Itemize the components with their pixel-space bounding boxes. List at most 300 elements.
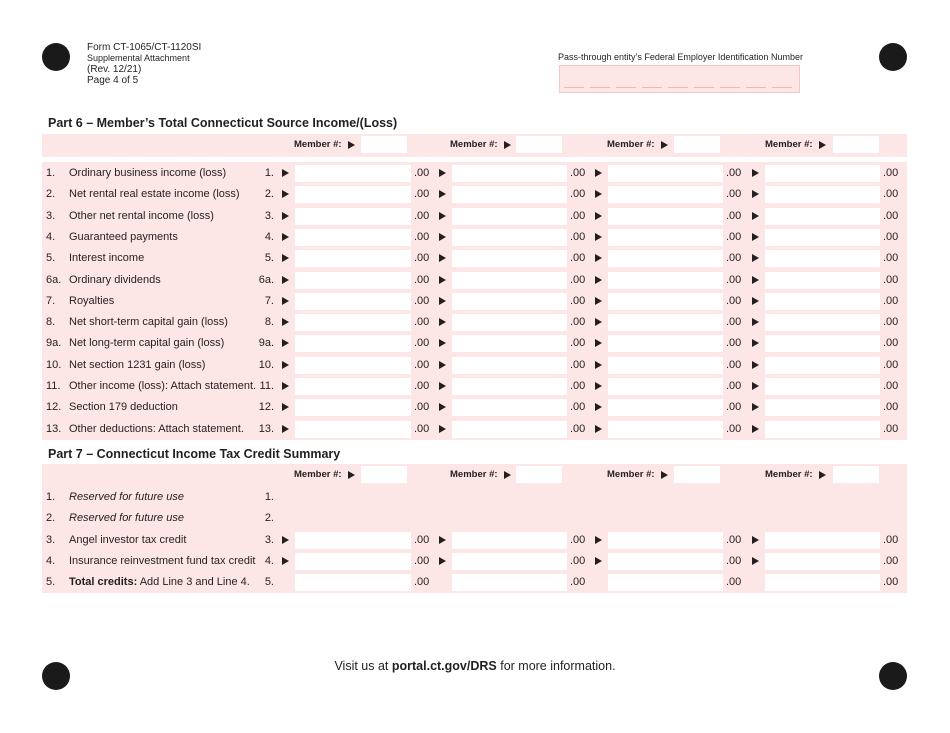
line-number: 1.: [46, 491, 56, 503]
member-1-amount-input[interactable]: [295, 314, 411, 331]
cents-suffix: .00: [570, 380, 586, 392]
fein-input[interactable]: [559, 65, 800, 93]
arrow-right-icon: [595, 212, 602, 220]
line-label-text: Ordinary dividends: [69, 273, 161, 286]
arrow-right-icon: [439, 190, 446, 198]
line-reference: 5.: [264, 252, 274, 265]
cents-suffix: .00: [414, 533, 430, 546]
cents-suffix: .00: [883, 380, 899, 392]
member-2-amount-input[interactable]: [452, 165, 567, 182]
part6-line-row: [42, 397, 907, 418]
registration-mark-top-right: [879, 43, 907, 71]
part6-line-row: [42, 419, 907, 440]
cents-suffix: .00: [570, 209, 586, 222]
arrow-right-icon: [595, 382, 602, 390]
line-number: 7.: [46, 294, 56, 307]
registration-mark-top-left: [42, 43, 70, 71]
line-reference: 9a.: [258, 337, 274, 350]
member-1-amount-input[interactable]: [295, 293, 411, 310]
cents-suffix: .00: [414, 554, 430, 567]
line-reference: 7.: [264, 294, 274, 307]
member-number-input[interactable]: [516, 466, 562, 483]
part6-line-row: [42, 206, 907, 227]
arrow-right-icon: [661, 471, 668, 479]
member-1-amount-input[interactable]: [295, 532, 411, 549]
member-4-amount-input[interactable]: [765, 229, 880, 246]
cents-suffix: .00: [726, 554, 742, 567]
arrow-right-icon: [595, 425, 602, 433]
cents-suffix: .00: [570, 273, 586, 286]
line-label-text: Reserved for future use: [69, 512, 184, 525]
line-number: 2.: [46, 512, 56, 525]
arrow-right-icon: [752, 190, 759, 198]
part6-line-row: [42, 184, 907, 205]
member-3-amount-input[interactable]: [608, 574, 723, 591]
member-4-amount-input[interactable]: [765, 272, 880, 289]
cents-suffix: .00: [414, 401, 430, 414]
cents-suffix: .00: [883, 230, 899, 243]
arrow-right-icon: [595, 339, 602, 347]
arrow-right-icon: [595, 169, 602, 177]
member-3-amount-input[interactable]: [608, 165, 723, 182]
line-label: [69, 188, 240, 200]
cents-suffix: .00: [570, 294, 586, 307]
footer-url[interactable]: portal.ct.gov/DRS: [391, 659, 497, 673]
member-3-amount-input[interactable]: [608, 186, 723, 203]
cents-suffix: .00: [726, 358, 742, 371]
arrow-right-icon: [282, 276, 289, 284]
cents-suffix: .00: [570, 337, 586, 350]
cents-suffix: .00: [726, 316, 742, 329]
line-label: [69, 231, 178, 243]
member-4-amount-input[interactable]: [765, 399, 880, 416]
cents-suffix: .00: [414, 358, 430, 371]
member-3-amount-input[interactable]: [608, 229, 723, 246]
arrow-right-icon: [282, 536, 289, 544]
cents-suffix: .00: [726, 380, 742, 392]
cents-suffix: .00: [570, 188, 586, 201]
line-label: [69, 576, 250, 588]
arrow-right-icon: [595, 557, 602, 565]
cents-suffix: .00: [883, 533, 899, 546]
line-reference: 4.: [264, 554, 274, 567]
arrow-right-icon: [752, 276, 759, 284]
line-label: [69, 555, 255, 567]
line-label: [69, 401, 178, 413]
arrow-right-icon: [819, 471, 826, 479]
cents-suffix: .00: [726, 188, 742, 201]
arrow-right-icon: [595, 297, 602, 305]
line-label: [69, 380, 256, 392]
member-4-amount-input[interactable]: [765, 208, 880, 225]
member-number-label: Member #:: [450, 469, 498, 480]
cents-suffix: .00: [883, 401, 899, 414]
member-2-amount-input[interactable]: [452, 335, 567, 352]
member-3-amount-input[interactable]: [608, 421, 723, 438]
line-reference: 12.: [258, 401, 274, 414]
line-label-text: Other deductions: Attach statement.: [69, 422, 244, 435]
member-number-input[interactable]: [674, 466, 720, 483]
line-label: [69, 274, 161, 286]
arrow-right-icon: [439, 297, 446, 305]
arrow-right-icon: [282, 297, 289, 305]
cents-suffix: .00: [414, 273, 430, 286]
line-number: 2.: [46, 188, 56, 201]
member-4-amount-input[interactable]: [765, 186, 880, 203]
cents-suffix: .00: [414, 252, 430, 265]
cents-suffix: .00: [726, 252, 742, 265]
part6-line-row: [42, 312, 907, 333]
member-3-amount-input[interactable]: [608, 314, 723, 331]
cents-suffix: .00: [570, 358, 586, 371]
fein-label: Pass-through entity’s Federal Employer Identification Number: [558, 52, 803, 62]
member-3-amount-input[interactable]: [608, 293, 723, 310]
form-attachment: Supplemental Attachment: [87, 53, 190, 63]
member-number-label: Member #:: [607, 469, 655, 480]
cents-suffix: .00: [570, 401, 586, 414]
member-1-amount-input[interactable]: [295, 186, 411, 203]
line-label-text: Other income (loss): Attach statement.: [69, 380, 257, 392]
cents-suffix: .00: [414, 380, 430, 392]
part6-line-row: [42, 376, 907, 397]
arrow-right-icon: [752, 233, 759, 241]
cents-suffix: .00: [726, 401, 742, 414]
line-number: 4.: [46, 554, 56, 567]
part6-member-headers: [42, 134, 907, 156]
member-1-amount-input[interactable]: [295, 229, 411, 246]
cents-suffix: .00: [883, 422, 899, 435]
cents-suffix: .00: [883, 576, 899, 589]
member-1-amount-input[interactable]: [295, 335, 411, 352]
part6-title: Part 6 – Member’s Total Connecticut Source Income/(Loss): [48, 116, 398, 130]
member-1-amount-input[interactable]: [295, 357, 411, 374]
member-3-amount-input[interactable]: [608, 250, 723, 267]
member-4-amount-input[interactable]: [765, 165, 880, 182]
arrow-right-icon: [819, 141, 826, 149]
line-reference: 6a.: [258, 273, 274, 286]
line-label-text: Angel investor tax credit: [69, 533, 187, 546]
cents-suffix: .00: [883, 188, 899, 201]
cents-suffix: .00: [883, 554, 899, 567]
line-reference: 3.: [264, 533, 274, 546]
member-number-label: Member #:: [607, 139, 655, 150]
member-4-amount-input[interactable]: [765, 574, 880, 591]
part7-member-headers: [42, 464, 907, 486]
member-2-amount-input[interactable]: [452, 208, 567, 225]
arrow-right-icon: [348, 141, 355, 149]
line-label-text: Other net rental income (loss): [69, 209, 214, 222]
arrow-right-icon: [439, 339, 446, 347]
arrow-right-icon: [282, 382, 289, 390]
line-reference: 8.: [264, 316, 274, 329]
part7-line-row: [42, 572, 907, 593]
line-label-text: Add Line 3 and Line 4.: [137, 576, 250, 589]
cents-suffix: .00: [570, 422, 586, 435]
member-2-amount-input[interactable]: [452, 378, 567, 395]
member-3-amount-input[interactable]: [608, 553, 723, 570]
cents-suffix: .00: [570, 576, 586, 589]
arrow-right-icon: [282, 361, 289, 369]
line-number: 3.: [46, 209, 56, 222]
arrow-right-icon: [439, 425, 446, 433]
line-number: 11.: [46, 380, 61, 392]
arrow-right-icon: [282, 190, 289, 198]
member-2-amount-input[interactable]: [452, 250, 567, 267]
line-label: [69, 423, 244, 435]
arrow-right-icon: [504, 471, 511, 479]
arrow-right-icon: [282, 233, 289, 241]
member-3-amount-input[interactable]: [608, 208, 723, 225]
form-revision: (Rev. 12/21): [87, 64, 142, 75]
line-number: 13.: [46, 422, 62, 435]
member-1-amount-input[interactable]: [295, 208, 411, 225]
arrow-right-icon: [595, 318, 602, 326]
cents-suffix: .00: [414, 576, 430, 589]
arrow-right-icon: [595, 276, 602, 284]
line-label-text: Net section 1231 gain (loss): [69, 358, 206, 371]
line-number: 1.: [46, 167, 56, 179]
cents-suffix: .00: [414, 167, 430, 179]
member-number-label: Member #:: [450, 139, 498, 150]
line-reference: 4.: [264, 230, 274, 243]
member-4-amount-input[interactable]: [765, 421, 880, 438]
cents-suffix: .00: [883, 209, 899, 222]
member-number-input[interactable]: [674, 136, 720, 153]
member-3-amount-input[interactable]: [608, 399, 723, 416]
member-2-amount-input[interactable]: [452, 421, 567, 438]
line-reference: 10.: [258, 358, 274, 371]
cents-suffix: .00: [414, 230, 430, 243]
part6-line-row: [42, 227, 907, 248]
member-1-amount-input[interactable]: [295, 250, 411, 267]
member-2-amount-input[interactable]: [452, 186, 567, 203]
arrow-right-icon: [752, 425, 759, 433]
line-number: 6a.: [46, 273, 62, 286]
member-1-amount-input[interactable]: [295, 272, 411, 289]
cents-suffix: .00: [726, 576, 742, 589]
cents-suffix: .00: [414, 337, 430, 350]
arrow-right-icon: [661, 141, 668, 149]
member-3-amount-input[interactable]: [608, 378, 723, 395]
arrow-right-icon: [504, 141, 511, 149]
line-label-text: Guaranteed payments: [69, 230, 178, 243]
line-label-bold: Total credits:: [69, 576, 138, 589]
arrow-right-icon: [752, 169, 759, 177]
member-number-label: Member #:: [765, 469, 813, 480]
arrow-right-icon: [282, 425, 289, 433]
cents-suffix: .00: [570, 316, 586, 329]
arrow-right-icon: [439, 169, 446, 177]
cents-suffix: .00: [883, 316, 899, 329]
member-4-amount-input[interactable]: [765, 314, 880, 331]
line-reference: 5.: [264, 576, 274, 589]
member-number-input[interactable]: [361, 466, 407, 483]
line-reference: 1.: [264, 491, 274, 503]
member-4-amount-input[interactable]: [765, 553, 880, 570]
arrow-right-icon: [752, 212, 759, 220]
cents-suffix: .00: [883, 358, 899, 371]
line-label: [69, 512, 184, 524]
line-label: [69, 167, 226, 179]
cents-suffix: .00: [726, 422, 742, 435]
line-reference: 3.: [264, 209, 274, 222]
line-label-text: Royalties: [69, 294, 115, 307]
member-1-amount-input[interactable]: [295, 574, 411, 591]
arrow-right-icon: [752, 297, 759, 305]
arrow-right-icon: [752, 382, 759, 390]
arrow-right-icon: [752, 254, 759, 262]
line-label: [69, 337, 224, 349]
footer-suffix: for more information.: [496, 659, 616, 673]
cents-suffix: .00: [726, 337, 742, 350]
line-label: [69, 359, 205, 371]
member-1-amount-input[interactable]: [295, 399, 411, 416]
cents-suffix: .00: [726, 167, 742, 179]
arrow-right-icon: [752, 536, 759, 544]
line-reference: 1.: [264, 167, 274, 179]
member-1-amount-input[interactable]: [295, 165, 411, 182]
cents-suffix: .00: [726, 230, 742, 243]
arrow-right-icon: [282, 212, 289, 220]
cents-suffix: .00: [883, 252, 899, 265]
arrow-right-icon: [439, 233, 446, 241]
arrow-right-icon: [595, 233, 602, 241]
line-number: 10.: [46, 358, 62, 371]
line-reference: 2.: [264, 188, 274, 201]
part6-line-row: [42, 163, 907, 184]
arrow-right-icon: [282, 318, 289, 326]
member-2-amount-input[interactable]: [452, 272, 567, 289]
line-label-text: Net long-term capital gain (loss): [69, 337, 225, 350]
member-2-amount-input[interactable]: [452, 532, 567, 549]
arrow-right-icon: [439, 212, 446, 220]
line-number: 8.: [46, 316, 56, 329]
member-1-amount-input[interactable]: [295, 553, 411, 570]
arrow-right-icon: [439, 361, 446, 369]
part6-line-row: [42, 291, 907, 312]
cents-suffix: .00: [570, 167, 586, 179]
cents-suffix: .00: [570, 230, 586, 243]
line-number: 9a.: [46, 337, 62, 350]
arrow-right-icon: [348, 471, 355, 479]
footer-prefix: Visit us at: [334, 659, 392, 673]
part7-line-row: [42, 551, 907, 572]
arrow-right-icon: [752, 318, 759, 326]
line-label: [69, 295, 114, 307]
member-number-input[interactable]: [361, 136, 407, 153]
part6-line-row: [42, 248, 907, 269]
member-4-amount-input[interactable]: [765, 250, 880, 267]
arrow-right-icon: [595, 190, 602, 198]
arrow-right-icon: [282, 403, 289, 411]
part7-line-row: [42, 508, 907, 529]
cents-suffix: .00: [414, 188, 430, 201]
line-label-text: Interest income: [69, 252, 145, 265]
line-number: 3.: [46, 533, 56, 546]
arrow-right-icon: [439, 276, 446, 284]
cents-suffix: .00: [570, 554, 586, 567]
arrow-right-icon: [439, 557, 446, 565]
member-2-amount-input[interactable]: [452, 399, 567, 416]
line-number: 5.: [46, 576, 56, 589]
line-label: [69, 491, 184, 503]
member-4-amount-input[interactable]: [765, 335, 880, 352]
cents-suffix: .00: [726, 294, 742, 307]
arrow-right-icon: [595, 361, 602, 369]
cents-suffix: .00: [883, 167, 899, 179]
member-2-amount-input[interactable]: [452, 357, 567, 374]
member-number-label: Member #:: [765, 139, 813, 150]
line-number: 5.: [46, 252, 56, 265]
cents-suffix: .00: [414, 422, 430, 435]
cents-suffix: .00: [883, 337, 899, 350]
cents-suffix: .00: [883, 294, 899, 307]
member-3-amount-input[interactable]: [608, 532, 723, 549]
arrow-right-icon: [282, 339, 289, 347]
arrow-right-icon: [439, 536, 446, 544]
line-number: 12.: [46, 401, 62, 414]
member-number-label: Member #:: [294, 469, 342, 480]
member-2-amount-input[interactable]: [452, 553, 567, 570]
line-label-text: Section 179 deduction: [69, 401, 178, 414]
member-4-amount-input[interactable]: [765, 532, 880, 549]
member-number-input[interactable]: [833, 466, 879, 483]
line-label: [69, 252, 144, 264]
line-label-text: Net rental real estate income (loss): [69, 188, 240, 201]
arrow-right-icon: [752, 361, 759, 369]
line-label-text: Net short-term capital gain (loss): [69, 316, 228, 329]
member-4-amount-input[interactable]: [765, 357, 880, 374]
member-2-amount-input[interactable]: [452, 229, 567, 246]
arrow-right-icon: [752, 557, 759, 565]
member-4-amount-input[interactable]: [765, 378, 880, 395]
cents-suffix: .00: [726, 209, 742, 222]
cents-suffix: .00: [414, 294, 430, 307]
arrow-right-icon: [595, 536, 602, 544]
cents-suffix: .00: [570, 252, 586, 265]
member-1-amount-input[interactable]: [295, 421, 411, 438]
arrow-right-icon: [282, 557, 289, 565]
member-number-input[interactable]: [833, 136, 879, 153]
part6-line-row: [42, 270, 907, 291]
line-label-text: Insurance reinvestment fund tax credit: [69, 554, 256, 567]
member-2-amount-input[interactable]: [452, 293, 567, 310]
member-number-input[interactable]: [516, 136, 562, 153]
cents-suffix: .00: [883, 273, 899, 286]
arrow-right-icon: [439, 254, 446, 262]
arrow-right-icon: [595, 403, 602, 411]
arrow-right-icon: [439, 403, 446, 411]
part7-line-row: [42, 530, 907, 551]
member-3-amount-input[interactable]: [608, 357, 723, 374]
arrow-right-icon: [752, 403, 759, 411]
arrow-right-icon: [752, 339, 759, 347]
line-reference: 11.: [259, 380, 274, 392]
member-3-amount-input[interactable]: [608, 335, 723, 352]
part6-line-row: [42, 333, 907, 354]
member-1-amount-input[interactable]: [295, 378, 411, 395]
line-number: 4.: [46, 230, 56, 243]
form-header: [87, 42, 201, 86]
line-label: [69, 534, 186, 546]
member-4-amount-input[interactable]: [765, 293, 880, 310]
line-label: [69, 210, 214, 222]
member-2-amount-input[interactable]: [452, 314, 567, 331]
member-2-amount-input[interactable]: [452, 574, 567, 591]
part7-line-row: [42, 487, 907, 508]
arrow-right-icon: [595, 254, 602, 262]
member-3-amount-input[interactable]: [608, 272, 723, 289]
